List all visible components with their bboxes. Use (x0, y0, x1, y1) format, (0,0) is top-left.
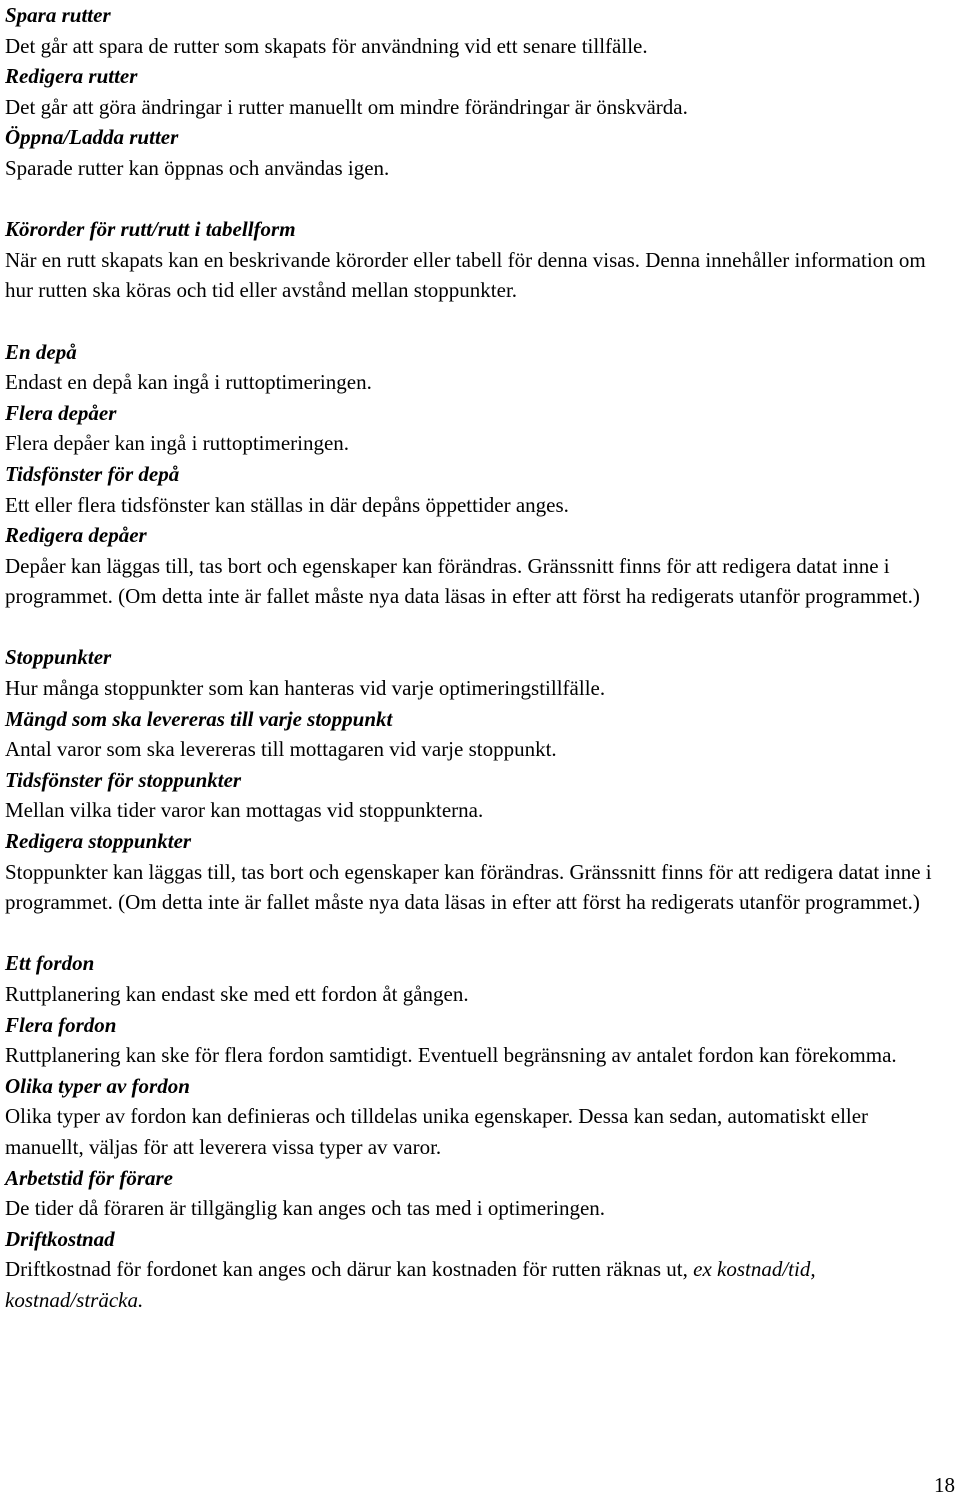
term-heading: Mängd som ska levereras till varje stoppunkt (5, 706, 393, 731)
term-heading: Arbetstid för förare (5, 1165, 173, 1190)
term-description: Depåer kan läggas till, tas bort och egenskaper kan förändras. Gränssnitt finns för att redigera datat inne i programmet. (Om detta inte är fallet måste nya data läsas in efter att först ha redigerats utanför programmet.) (5, 553, 920, 609)
term-heading: Flera depåer (5, 400, 117, 425)
term-heading: Olika typer av fordon (5, 1073, 190, 1098)
term-description: Endast en depå kan ingå i ruttoptimeringen. (5, 370, 372, 395)
term-description: Flera depåer kan ingå i ruttoptimeringen. (5, 431, 350, 456)
description-text: Driftkostnad för fordonet kan anges och därur kan kostnaden för rutten räknas ut, (5, 1257, 688, 1282)
term-heading: Spara rutter (5, 3, 111, 27)
section-driving-order (5, 214, 950, 306)
term-description: Stoppunkter kan läggas till, tas bort och egenskaper kan förändras. Gränssnitt finns för att redigera datat inne i programmet. (Om detta inte är fallet måste nya data läsas in efter att först ha redigerats utanför programmet.) (5, 859, 932, 915)
description-italic-text: ex kostnad/tid, kostnad/sträcka. (5, 1257, 816, 1312)
term-description: Mellan vilka tider varor kan mottagas vid stoppunkterna. (5, 798, 484, 823)
term-description: Hur många stoppunkter som kan hanteras vid varje optimeringstillfälle. (5, 676, 606, 701)
section-spacer (5, 918, 950, 949)
page-number: 18 (934, 1473, 955, 1497)
section-spacer (5, 612, 950, 643)
section-routes (5, 0, 950, 184)
document-page (5, 0, 950, 1316)
term-heading: Redigera stoppunkter (5, 829, 192, 854)
term-description: Ruttplanering kan endast ske med ett fordon åt gången. (5, 982, 469, 1006)
section-spacer (5, 306, 950, 337)
term-heading: En depå (5, 339, 77, 364)
term-description: Sparade rutter kan öppnas och användas igen. (5, 155, 390, 180)
term-heading: Tidsfönster för depå (5, 461, 180, 486)
term-description: Antal varor som ska levereras till mottagaren vid varje stoppunkt. (5, 737, 557, 762)
term-description: Olika typer av fordon kan definieras och tilldelas unika egenskaper. Dessa kan sedan, automatiskt eller manuellt, väljas för att leverera vissa typer av varor. (5, 1104, 869, 1159)
section-spacer (5, 184, 950, 215)
term-heading: Driftkostnad (5, 1226, 115, 1251)
section-depots (5, 337, 950, 612)
section-vehicles (5, 948, 950, 1315)
term-heading: Stoppunkter (5, 645, 112, 670)
term-description: Ruttplanering kan ske för flera fordon samtidigt. Eventuell begränsning av antalet fordon kan förekomma. (5, 1043, 897, 1068)
term-heading: Ett fordon (5, 951, 95, 976)
term-heading: Flera fordon (5, 1012, 117, 1037)
section-stops (5, 642, 950, 917)
term-heading: Tidsfönster för stoppunkter (5, 767, 242, 792)
term-description: När en rutt skapats kan en beskrivande körorder eller tabell för denna visas. Denna innehåller information om hur rutten ska köras och tid eller avstånd mellan stoppunkter. (5, 247, 926, 303)
term-description: De tider då föraren är tillgänglig kan anges och tas med i optimeringen. (5, 1196, 606, 1221)
term-heading: Öppna/Ladda rutter (5, 125, 179, 150)
term-heading: Redigera rutter (5, 64, 138, 89)
term-heading: Redigera depåer (5, 523, 147, 548)
term-description: Det går att spara de rutter som skapats för användning vid ett senare tillfälle. (5, 33, 648, 58)
term-description (5, 1254, 950, 1315)
term-description: Det går att göra ändringar i rutter manuellt om mindre förändringar är önskvärda. (5, 94, 688, 119)
term-description: Ett eller flera tidsfönster kan ställas in där depåns öppettider anges. (5, 492, 569, 517)
term-heading: Körorder för rutt/rutt i tabellform (5, 217, 296, 242)
